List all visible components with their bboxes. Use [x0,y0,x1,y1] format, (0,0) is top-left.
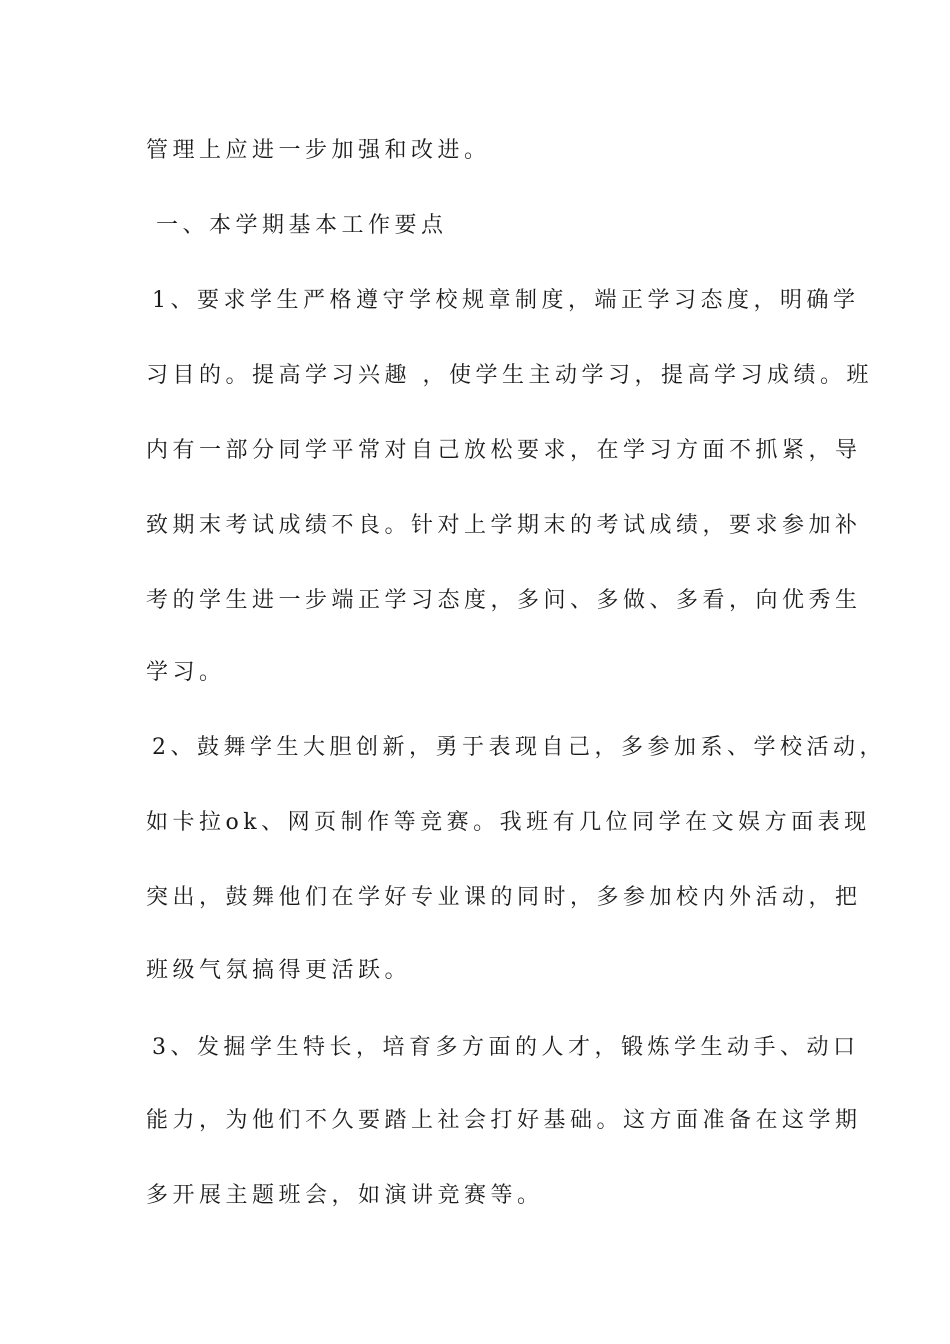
paragraph-line: 习目的。提高学习兴趣 ，使学生主动学习，提高学习成绩。班 [146,363,873,388]
paragraph-line: 学习。 [146,660,226,685]
paragraph-line: 内有一部分同学平常对自己放松要求，在学习方面不抓紧，导 [146,438,862,463]
list-item-2-line: 2、鼓舞学生大胆创新，勇于表现自己，多参加系、学校活动， [152,735,886,760]
list-item-1-line: 1、要求学生严格遵守学校规章制度，端正学习态度，明确学 [152,288,860,313]
paragraph-line: 班级气氛搞得更活跃。 [146,958,412,983]
paragraph-line: 如卡拉ok、网页制作等竞赛。我班有几位同学在文娱方面表现 [146,810,871,835]
paragraph-line: 致期末考试成绩不良。针对上学期末的考试成绩，要求参加补 [146,513,862,538]
section-heading: 一、本学期基本工作要点 [156,213,448,238]
paragraph-line: 多开展主题班会，如演讲竞赛等。 [146,1183,544,1208]
paragraph-line: 突出，鼓舞他们在学好专业课的同时，多参加校内外活动，把 [146,885,862,910]
list-item-3-line: 3、发掘学生特长，培育多方面的人才，锻炼学生动手、动口 [152,1035,860,1060]
paragraph-line: 能力，为他们不久要踏上社会打好基础。这方面准备在这学期 [146,1108,862,1133]
paragraph-line: 管理上应进一步加强和改进。 [146,138,491,163]
paragraph-line: 考的学生进一步端正学习态度，多问、多做、多看，向优秀生 [146,588,862,613]
